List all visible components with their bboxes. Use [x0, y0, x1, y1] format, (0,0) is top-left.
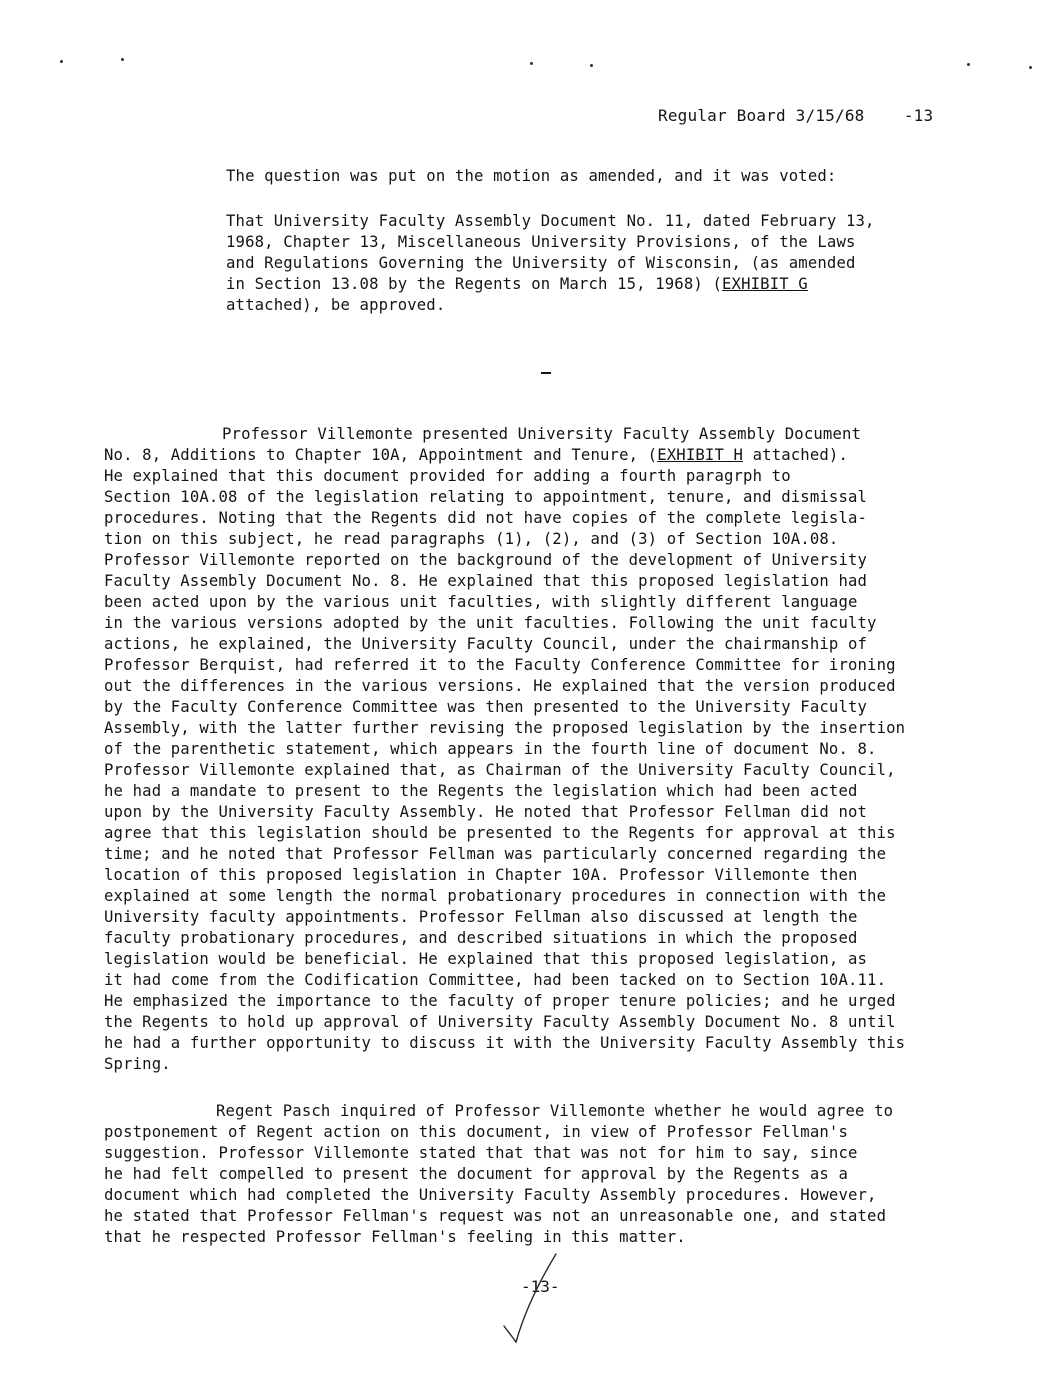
- paragraph-line: in the various versions adopted by the unit faculties. Following the unit faculty: [104, 614, 877, 632]
- paragraph-line: agree that this legislation should be presented to the Regents for approval at this: [104, 824, 896, 842]
- paragraph-line: location of this proposed legislation in Chapter 10A. Professor Villemonte then: [104, 866, 858, 884]
- scan-speck: [121, 58, 124, 61]
- paragraph-line: of the parenthetic statement, which appears in the fourth line of document No. 8.: [104, 740, 877, 758]
- paragraph-first-line-text: Professor Villemonte presented University Faculty Assembly Document: [222, 425, 862, 443]
- paragraph-line: postponement of Regent action on this document, in view of Professor Fellman's: [104, 1123, 848, 1141]
- paragraph-line: the Regents to hold up approval of University Faculty Assembly Document No. 8 until: [104, 1013, 896, 1031]
- handwritten-check-mark: [500, 1250, 560, 1350]
- running-header: [658, 106, 933, 125]
- scan-speck: [60, 60, 63, 63]
- page-reference: -13: [903, 106, 934, 125]
- paragraph-line: been acted upon by the various unit faculties, with slightly different language: [104, 593, 858, 611]
- scan-speck: [1029, 66, 1032, 69]
- paragraph-line: Professor Villemonte reported on the background of the development of University: [104, 551, 868, 569]
- paragraph-line: Professor Berquist, had referred it to the Faculty Conference Committee for ironing: [104, 656, 896, 674]
- resolution-block: [226, 211, 875, 316]
- exhibit-h-reference: EXHIBIT H: [657, 446, 744, 464]
- page-number: -13-: [521, 1277, 560, 1296]
- paragraph-line: document which had completed the University Faculty Assembly procedures. However,: [104, 1186, 877, 1204]
- resolution-line: [226, 274, 875, 295]
- paragraph-line: tion on this subject, he read paragraphs (1), (2), and (3) of Section 10A.08.: [104, 530, 839, 548]
- resolution-line: 1968, Chapter 13, Miscellaneous University Provisions, of the Laws: [226, 233, 856, 251]
- paragraph-line: procedures. Noting that the Regents did not have copies of the complete legisla-: [104, 509, 868, 527]
- exhibit-g-reference: EXHIBIT G: [722, 275, 808, 293]
- paragraph-line: Assembly, with the latter further revising the proposed legislation by the insertion: [104, 719, 906, 737]
- paragraph-line: Faculty Assembly Document No. 8. He explained that this proposed legislation had: [104, 572, 868, 590]
- resolution-line-text: in Section 13.08 by the Regents on March 15, 1968) (: [226, 275, 722, 293]
- paragraph-line: He emphasized the importance to the faculty of proper tenure policies; and he urged: [104, 992, 896, 1010]
- paragraph-line: Professor Villemonte explained that, as Chairman of the University Faculty Council,: [104, 761, 896, 779]
- vote-intro: [226, 166, 836, 187]
- paragraph-line: upon by the University Faculty Assembly. He noted that Professor Fellman did not: [104, 803, 868, 821]
- paragraph-line: suggestion. Professor Villemonte stated that that was not for him to say, since: [104, 1144, 858, 1162]
- paragraph-line-text: No. 8, Additions to Chapter 10A, Appointment and Tenure, (: [104, 446, 658, 464]
- paragraph-villemonte: [104, 424, 905, 1075]
- running-head-title: Regular Board 3/15/68: [658, 106, 865, 125]
- paragraph-line: legislation would be beneficial. He explained that this proposed legislation, as: [104, 950, 868, 968]
- paragraph-first-line: [104, 424, 905, 445]
- paragraph-line: by the Faculty Conference Committee was then presented to the University Faculty: [104, 698, 868, 716]
- paragraph-line: he stated that Professor Fellman's request was not an unreasonable one, and stated: [104, 1207, 887, 1225]
- paragraph-first-line-text: Regent Pasch inquired of Professor Villemonte whether he would agree to: [216, 1102, 894, 1120]
- paragraph-line: that he respected Professor Fellman's feeling in this matter.: [104, 1228, 686, 1246]
- paragraph-line: explained at some length the normal probationary procedures in connection with the: [104, 887, 887, 905]
- scan-speck: [967, 63, 970, 66]
- paragraph-first-line: [104, 1101, 893, 1122]
- paragraph-line-text: attached).: [743, 446, 848, 464]
- paragraph-line: faculty probationary procedures, and described situations in which the proposed: [104, 929, 858, 947]
- paragraph-line: University faculty appointments. Professor Fellman also discussed at length the: [104, 908, 858, 926]
- section-separator: [541, 372, 551, 374]
- paragraph-line: He explained that this document provided for adding a fourth paragrph to: [104, 467, 791, 485]
- scan-speck: [590, 64, 593, 67]
- paragraph-line: [104, 445, 905, 466]
- resolution-line: and Regulations Governing the University of Wisconsin, (as amended: [226, 254, 856, 272]
- paragraph-line: he had a further opportunity to discuss it with the University Faculty Assembly this: [104, 1034, 906, 1052]
- paragraph-line: Spring.: [104, 1055, 171, 1073]
- vote-intro-text: The question was put on the motion as amended, and it was voted:: [226, 167, 837, 185]
- paragraph-line: time; and he noted that Professor Fellman was particularly concerned regarding the: [104, 845, 887, 863]
- paragraph-line: he had felt compelled to present the document for approval by the Regents as a: [104, 1165, 848, 1183]
- resolution-line: That University Faculty Assembly Document No. 11, dated February 13,: [226, 212, 875, 230]
- paragraph-pasch: [104, 1101, 893, 1248]
- resolution-line: attached), be approved.: [226, 296, 446, 314]
- paragraph-line: out the differences in the various versions. He explained that the version produced: [104, 677, 896, 695]
- paragraph-line: Section 10A.08 of the legislation relating to appointment, tenure, and dismissal: [104, 488, 868, 506]
- paragraph-line: it had come from the Codification Committee, had been tacked on to Section 10A.11.: [104, 971, 887, 989]
- paragraph-line: he had a mandate to present to the Regents the legislation which had been acted: [104, 782, 858, 800]
- scan-speck: [530, 62, 533, 65]
- paragraph-line: actions, he explained, the University Faculty Council, under the chairmanship of: [104, 635, 868, 653]
